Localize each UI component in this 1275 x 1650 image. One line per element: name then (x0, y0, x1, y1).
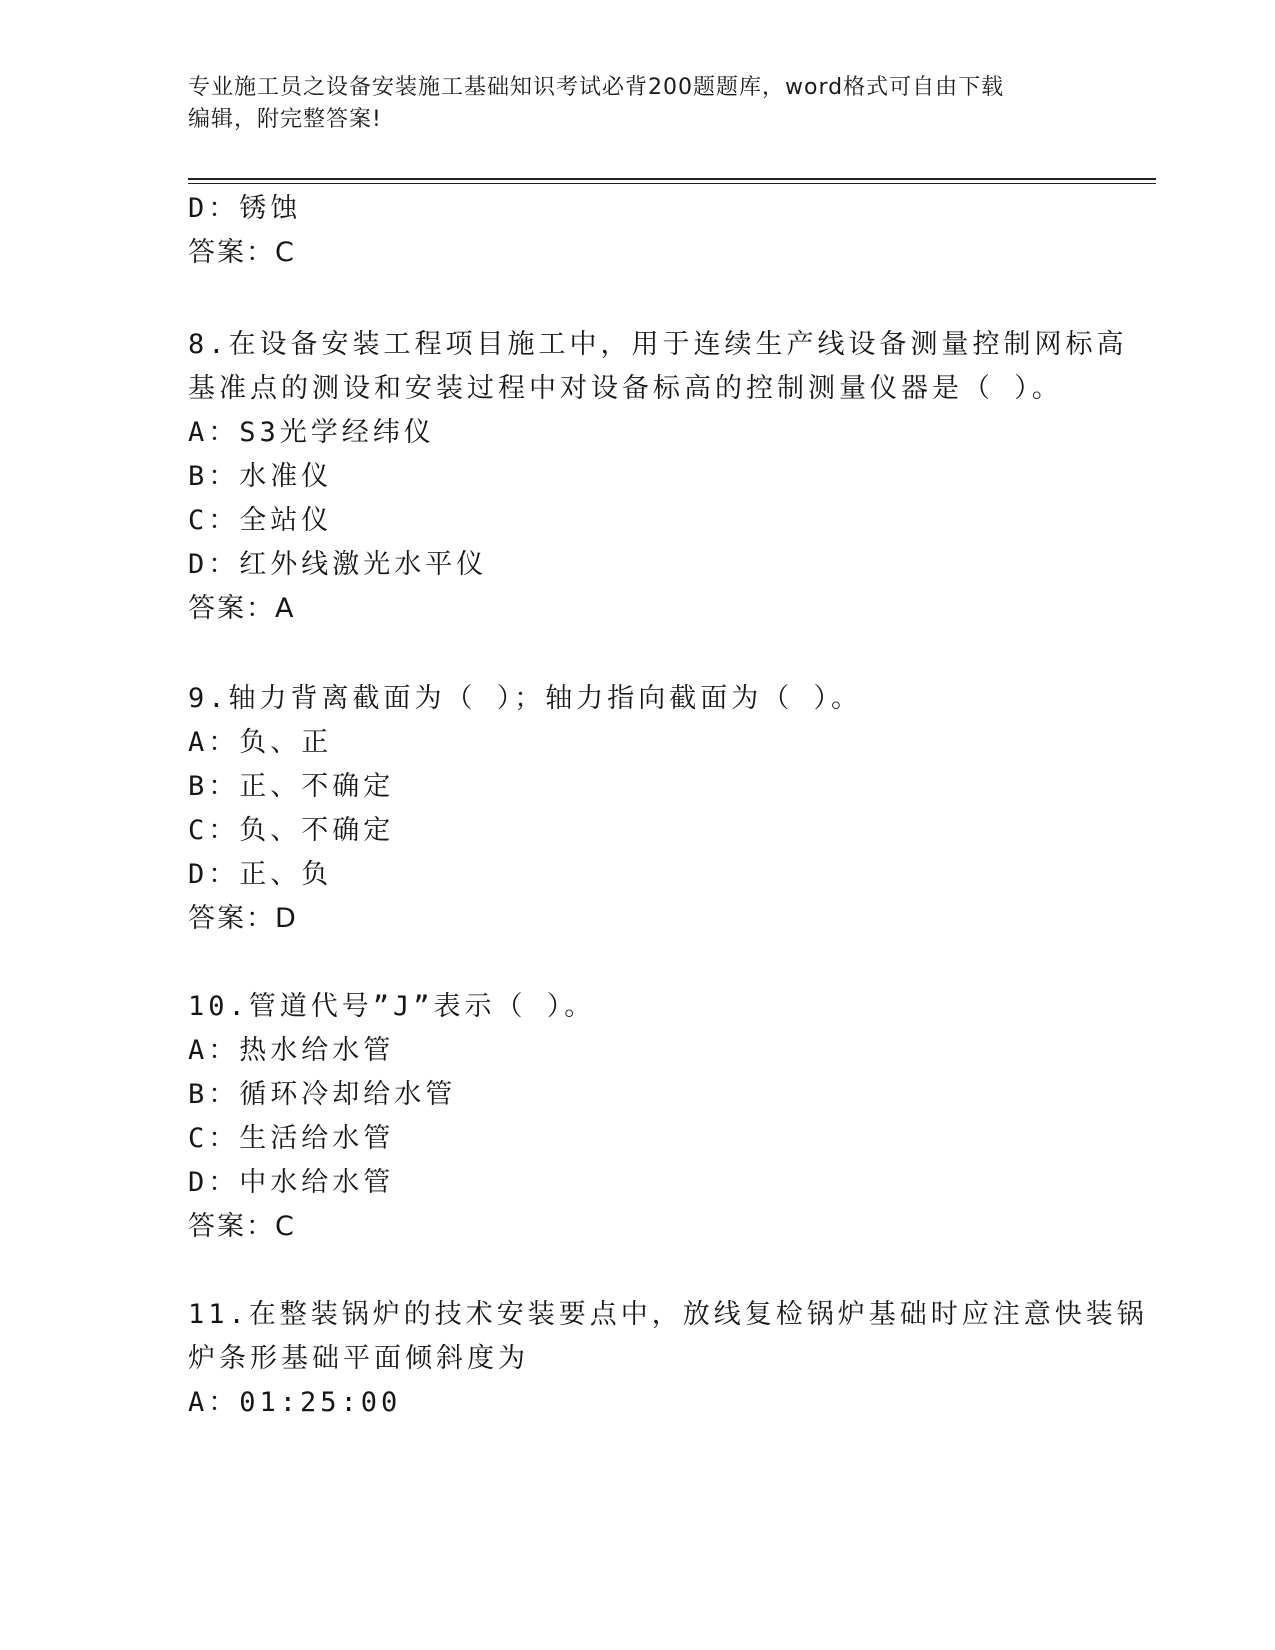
q10-option-d: D：中水给水管 (188, 1167, 395, 1198)
q8-stem-line-1: 8.在设备安装工程项目施工中，用于连续生产线设备测量控制网标高 (188, 329, 1128, 360)
q10-option-b: B：循环冷却给水管 (188, 1079, 457, 1110)
q9-stem-line-1: 9.轴力背离截面为（ ）；轴力指向截面为（ ）。 (188, 683, 863, 714)
q9-option-c: C：负、不确定 (188, 815, 395, 846)
q11-stem-line-2: 炉条形基础平面倾斜度为 (188, 1343, 529, 1374)
q8-option-a: A：S3光学经纬仪 (188, 417, 435, 448)
q8-stem-line-2: 基准点的测设和安装过程中对设备标高的控制测量仪器是（ ）。 (188, 373, 1063, 404)
q10-option-a: A：热水给水管 (188, 1035, 395, 1066)
prev-question-answer: 答案：C (188, 237, 296, 268)
q10-answer: 答案：C (188, 1211, 296, 1242)
header-title-line-1: 专业施工员之设备安装施工基础知识考试必背200题题库，word格式可自由下载 (188, 75, 1005, 100)
q11-option-a: A：01:25:00 (188, 1387, 402, 1418)
header-title-line-2: 编辑，附完整答案! (188, 107, 382, 132)
q8-option-c: C：全站仪 (188, 505, 333, 536)
q8-option-d: D：红外线激光水平仪 (188, 549, 488, 580)
prev-question-option-d: D：锈蚀 (188, 193, 302, 224)
q11-stem-line-1: 11.在整装锅炉的技术安装要点中，放线复检锅炉基础时应注意快装锅 (188, 1299, 1148, 1330)
q9-option-b: B：正、不确定 (188, 771, 395, 802)
q8-option-b: B：水准仪 (188, 461, 333, 492)
q10-option-c: C：生活给水管 (188, 1123, 395, 1154)
q9-option-d: D：正、负 (188, 859, 333, 890)
document-header (188, 72, 1088, 136)
q9-answer: 答案：D (188, 903, 298, 934)
q10-stem-line-1: 10.管道代号”J”表示（ ）。 (188, 991, 596, 1022)
q8-answer: 答案：A (188, 593, 296, 624)
header-divider-thick (188, 178, 1156, 180)
q9-option-a: A：负、正 (188, 727, 333, 758)
header-divider-thin (188, 183, 1156, 184)
